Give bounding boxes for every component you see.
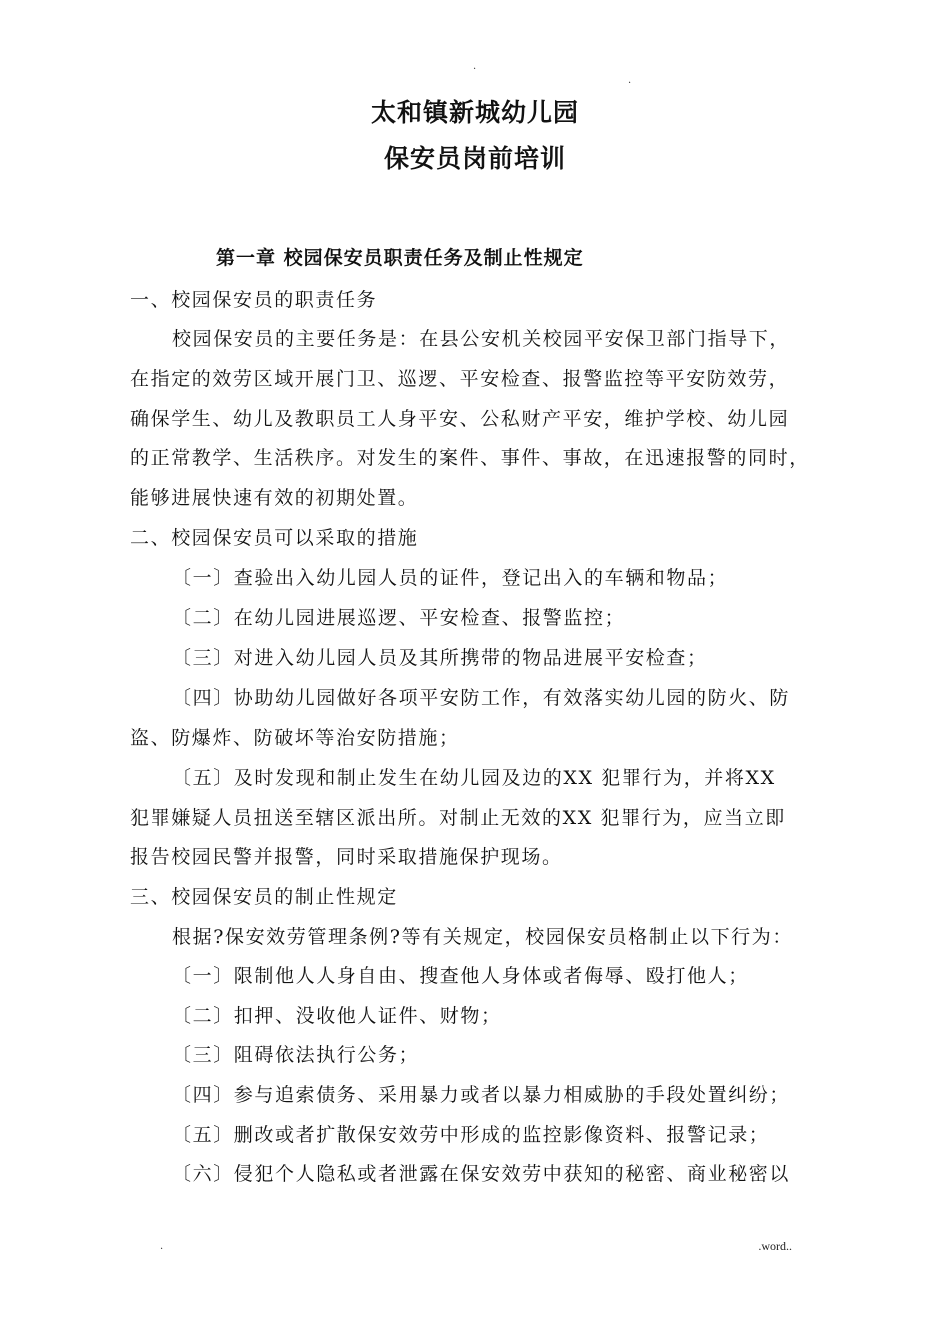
paragraph-line: 在指定的效劳区域开展门卫、巡逻、平安检查、报警监控等平安防效劳， <box>130 368 790 390</box>
page-title: 太和镇新城幼儿园 <box>370 98 579 127</box>
list-item-continuation: 犯罪嫌疑人员扭送至辖区派出所。对制止无效的XX 犯罪行为，应当立即 <box>130 807 786 829</box>
paragraph-line: 的正常教学、生活秩序。对发生的案件、事件、事故，在迅速报警的同时， <box>130 447 810 469</box>
section-heading: 三、校园保安员的制止性规定 <box>130 886 398 908</box>
paragraph-line: 校园保安员的主要任务是：在县公安机关校园平安保卫部门指导下， <box>172 328 791 350</box>
list-item: 〔二〕在幼儿园进展巡逻、平安检查、报警监控； <box>172 607 626 629</box>
list-item: 〔六〕侵犯个人隐私或者泄露在保安效劳中获知的秘密、商业秘密以 <box>172 1163 791 1185</box>
section-heading: 一、校园保安员的职责任务 <box>130 289 378 311</box>
list-item: 〔二〕扣押、没收他人证件、财物； <box>172 1005 502 1027</box>
list-item-continuation: 盗、防爆炸、防破坏等治安防措施； <box>130 727 460 749</box>
header-dot-right: . <box>628 75 632 86</box>
page-subtitle: 保安员岗前培训 <box>383 144 566 173</box>
paragraph-line: 确保学生、幼儿及教职员工人身平安、公私财产平安，维护学校、幼儿园 <box>130 408 790 430</box>
chapter-title: 第一章 校园保安员职责任务及制止性规定 <box>216 247 584 269</box>
list-item: 〔四〕协助幼儿园做好各项平安防工作，有效落实幼儿园的防火、防 <box>172 687 791 709</box>
page-footer: .word.. <box>758 1239 792 1253</box>
list-item: 〔五〕及时发现和制止发生在幼儿园及边的XX 犯罪行为，并将XX <box>172 767 776 789</box>
paragraph-line: 能够进展快速有效的初期处置。 <box>130 487 419 509</box>
section-heading: 二、校园保安员可以采取的措施 <box>130 527 419 549</box>
list-item: 〔四〕参与追索债务、采用暴力或者以暴力相威胁的手段处置纠纷； <box>172 1084 791 1106</box>
paragraph-line: 根据?保安效劳管理条例?等有关规定，校园保安员格制止以下行为： <box>172 926 793 948</box>
list-item-continuation: 报告校园民警并报警，同时采取措施保护现场。 <box>130 846 563 868</box>
list-item: 〔一〕查验出入幼儿园人员的证件，登记出入的车辆和物品； <box>172 567 729 589</box>
list-item: 〔一〕限制他人人身自由、搜查他人身体或者侮辱、殴打他人； <box>172 965 749 987</box>
list-item: 〔三〕对进入幼儿园人员及其所携带的物品进展平安检查； <box>172 647 708 669</box>
header-dot: . <box>473 61 477 72</box>
footer-dot: . <box>160 1241 164 1252</box>
list-item: 〔五〕删改或者扩散保安效劳中形成的监控影像资料、报警记录； <box>172 1124 770 1146</box>
list-item: 〔三〕阻碍依法执行公务； <box>172 1044 420 1066</box>
